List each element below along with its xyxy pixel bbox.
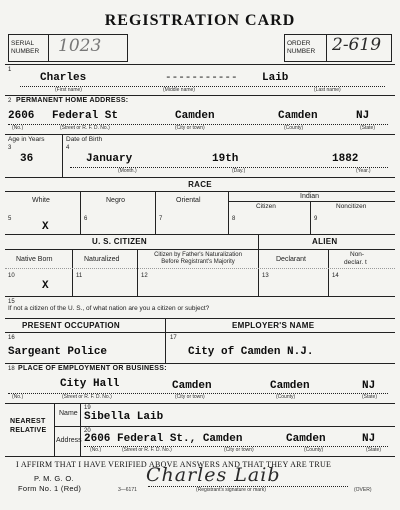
dob-day: 19th [212, 153, 239, 165]
race-white-mark: X [42, 221, 49, 233]
nearest-label-2: RELATIVE [10, 427, 47, 434]
alien-header: ALIEN [312, 237, 338, 246]
home-address-label: PERMANENT HOME ADDRESS: [16, 97, 129, 104]
middle-name-value: ----------- [165, 72, 238, 84]
employer-value: City of Camden N.J. [188, 346, 314, 358]
print-code: 3—6171 [118, 487, 137, 493]
over-label: (OVER) [354, 487, 372, 493]
serial-number-value: 1023 [58, 36, 102, 56]
race-white-label: White [32, 197, 50, 204]
us-citizen-header: U. S. CITIZEN [92, 237, 148, 246]
relative-address-label: Address [56, 437, 82, 444]
employment-county: Camden [270, 380, 310, 392]
race-negro-label: Negro [106, 197, 126, 204]
employer-header: EMPLOYER'S NAME [232, 321, 315, 330]
serial-number-label: SERIAL NUMBER [11, 40, 40, 55]
race-indian-label: Indian [300, 193, 320, 200]
age-label: Age in Years [8, 136, 45, 143]
middle-name-caption: (Middle name) [163, 87, 195, 93]
registration-card: REGISTRATION CARD SERIAL NUMBER 1023 ORDER NUMBER 2-619 1 Charles ----------- Laib (First name) (Middle name) (Last name) 2 PERMANENT HOME ADDRESS: 2606 Federal St Camden Camden NJ (No.) (Street or R. F. D. No.) (City or town) (County) (State) Age in Years 3 36 Date of Birth 4 January 19th 1882 (Month.) (Day.) (Year.) RACE White Negro Oriental Indian Citizen Noncitizen 5 6 7 8 9 X U. S. CITIZEN ALIEN Native Born Naturalized Citizen by Father's Naturalization Before Registrant's Majority Declarant Non- declar. t 10 11 12 13 14 X 15 If not a citizen of the U. S., of what nation are you a citizen or subject? PRESENT OCCUPATION EMPLOYER'S NAME 16 17 Sargeant Police City of Camden N.J. 18 PLACE OF EMPLOYMENT OR BUSINESS: City Hall Camden Camden NJ (No.) (Street or R. F. D. No.) (City or town) (County) (State) NEAREST RELATIVE Name Address 19 Sibella Laib 20 2606 Federal St., Camden Camden NJ (No.) (Street or R. F. D. No.) (City or town) (County) (State) I AFFIRM THAT I HAVE VERIFIED ABOVE ANSWERS AND THAT THEY ARE TRUE P. M. G. O. Form No. 1 (Red) 3—6171 Charles Laib (Registrant's signature or mark) (OVER) [0, 0, 400, 510]
dob-year: 1882 [332, 153, 359, 165]
order-number-value: 2-619 [332, 35, 382, 55]
relative-state-value: NJ [362, 433, 376, 445]
declarant-label: Declarant [276, 256, 306, 263]
race-citizen-label: Citizen [256, 203, 276, 210]
nondeclarant-label-2: declar. t [344, 259, 367, 266]
race-noncitizen-label: Noncitizen [336, 203, 367, 210]
last-name-value: Laib [262, 72, 289, 84]
registrant-signature: Charles Laib [146, 464, 281, 486]
race-oriental-label: Oriental [176, 197, 201, 204]
dob-label: Date of Birth [66, 136, 103, 143]
relative-name-label: Name [59, 410, 78, 417]
nationality-question: If not a citizen of the U. S., of what nation are you a citizen or subject? [8, 305, 210, 312]
card-title: REGISTRATION CARD [104, 12, 296, 29]
home-address-city: Camden [175, 110, 215, 122]
signature-caption: (Registrant's signature or mark) [196, 487, 266, 493]
place-of-employment-label: PLACE OF EMPLOYMENT OR BUSINESS: [18, 365, 167, 372]
employment-street: City Hall [60, 378, 120, 390]
form-number: Form No. 1 (Red) [18, 484, 82, 493]
naturalized-label: Naturalized [84, 256, 120, 263]
home-address-number: 2606 [8, 110, 35, 122]
occupation-value: Sargeant Police [8, 346, 108, 358]
native-born-label: Native Born [16, 256, 53, 263]
last-name-caption: (Last name) [314, 87, 341, 93]
affirmation-text: I AFFIRM THAT I HAVE VERIFIED ABOVE ANSWERS AND THAT THEY ARE TRUE [16, 460, 332, 469]
home-address-state: NJ [356, 110, 370, 122]
race-header: RACE [188, 180, 212, 189]
dob-month: January [86, 153, 133, 165]
occupation-header: PRESENT OCCUPATION [22, 321, 120, 330]
first-name-value: Charles [40, 72, 87, 84]
pmgo-label: P. M. G. O. [34, 474, 74, 483]
order-number-label: ORDER NUMBER [287, 40, 316, 55]
first-name-caption: (First name) [55, 87, 82, 93]
employment-state: NJ [362, 380, 376, 392]
age-value: 36 [20, 153, 34, 165]
home-address-county: Camden [278, 110, 318, 122]
nondeclarant-label-1: Non- [350, 251, 365, 258]
relative-county-value: Camden [286, 433, 326, 445]
employment-city: Camden [172, 380, 212, 392]
fathers-naturalization-label-2: Before Registrant's Majority [161, 259, 235, 265]
home-address-street: Federal St [52, 110, 119, 122]
fathers-naturalization-label-1: Citizen by Father's Naturalization [154, 252, 242, 258]
relative-address-value: 2606 Federal St., Camden [84, 433, 243, 445]
native-born-mark: X [42, 280, 49, 292]
relative-name-value: Sibella Laib [84, 411, 164, 423]
nearest-label-1: NEAREST [10, 418, 46, 425]
